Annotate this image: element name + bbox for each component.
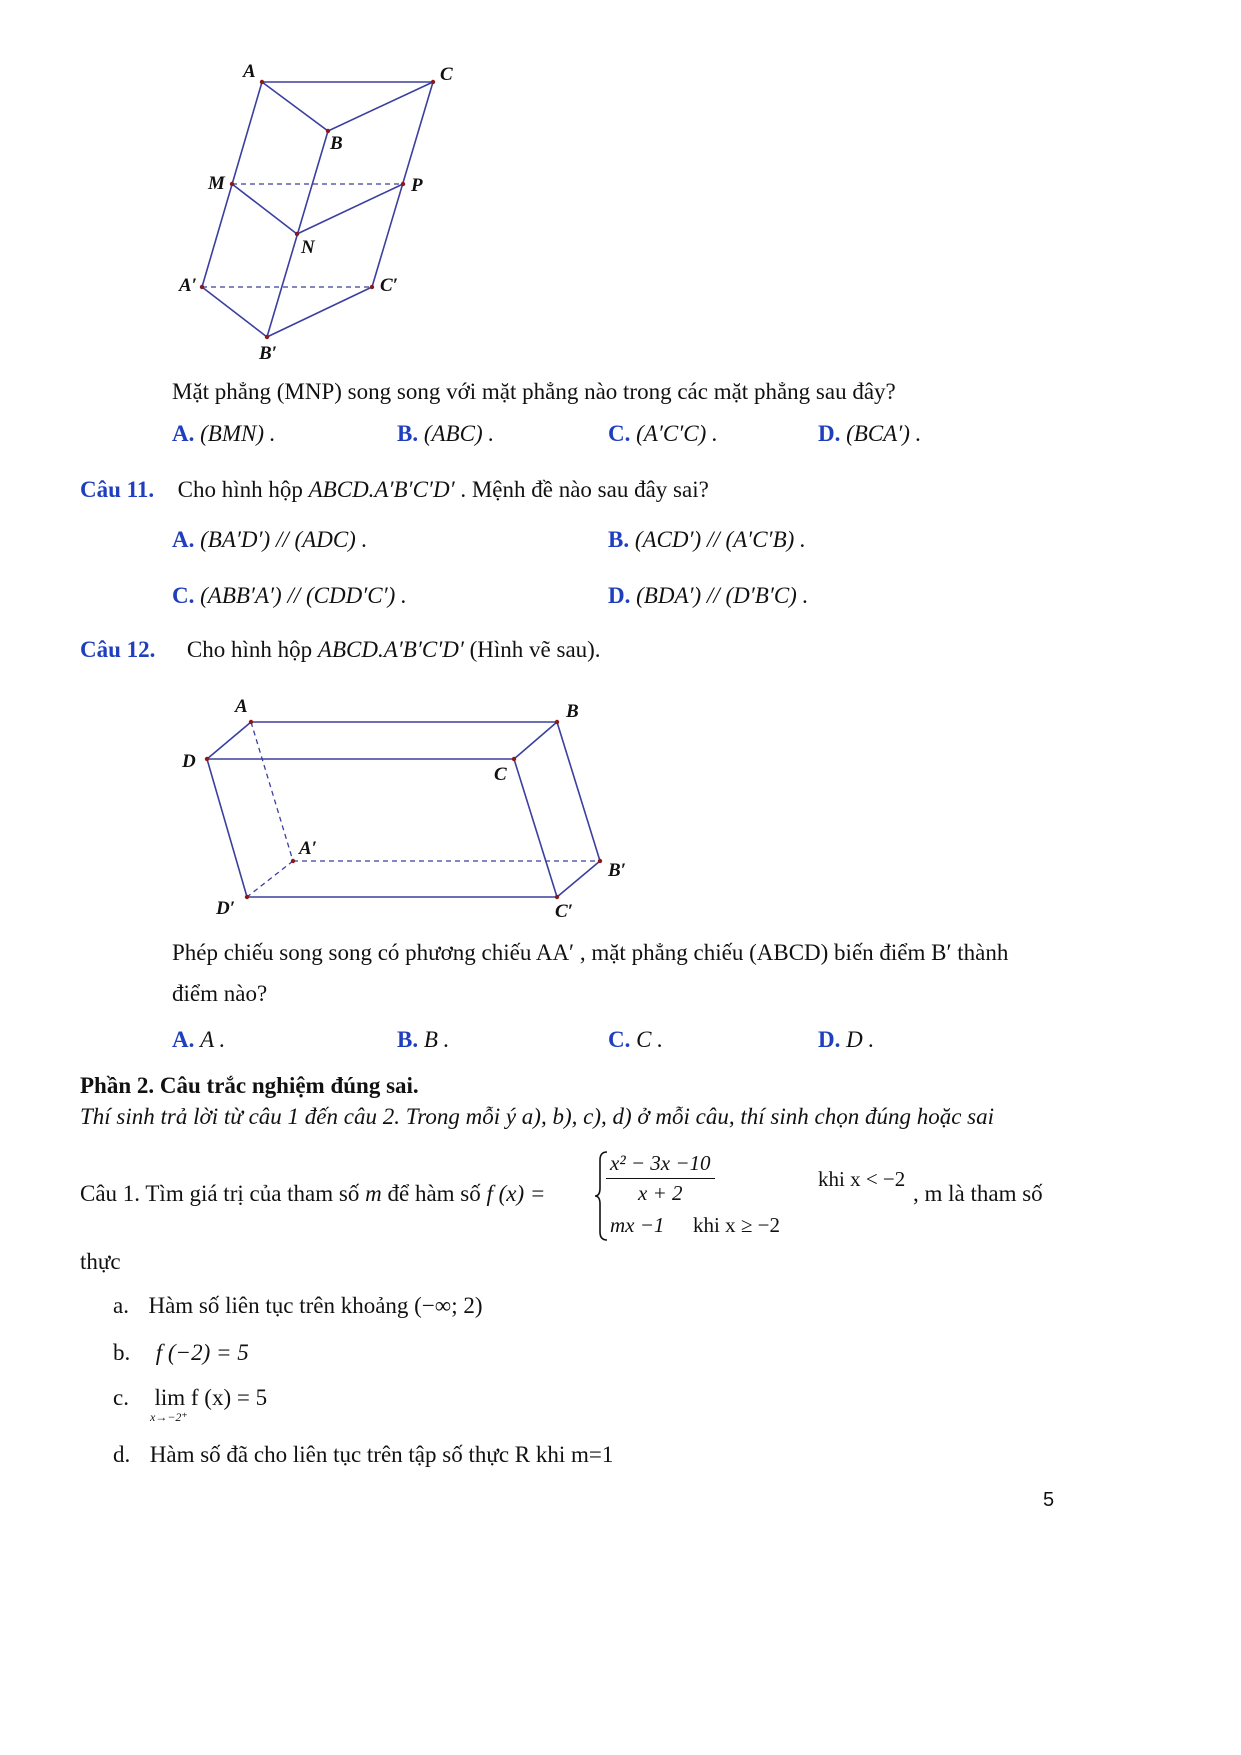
stem-pre: Cho hình hộp	[186, 637, 318, 662]
function-name: f (x) =	[486, 1181, 546, 1206]
limit-subscript: x→−2⁺	[150, 1410, 188, 1424]
option-text: (BMN) .	[200, 421, 276, 446]
p2q1-item-a[interactable]	[113, 1293, 483, 1319]
label-C: C	[440, 64, 453, 85]
q11-option-d[interactable]	[608, 583, 808, 609]
label-D-prime: D′	[216, 898, 236, 919]
label-N: N	[301, 237, 315, 258]
option-key: B.	[397, 1027, 419, 1052]
part2-instruction: Thí sinh trả lời từ câu 1 đến câu 2. Trong mỗi ý a), b), c), d) ở mỗi câu, thí sinh chọn đúng hoặc sai	[80, 1104, 995, 1129]
option-text: D .	[846, 1027, 875, 1052]
label-D: D	[182, 751, 196, 772]
option-text: (A′C′C) .	[636, 421, 718, 446]
option-text: (BDA′) // (D′B′C) .	[636, 583, 809, 608]
option-key: B.	[608, 527, 630, 552]
case1-fraction	[606, 1151, 715, 1206]
stem-pre: Cho hình hộp	[177, 477, 309, 502]
option-text: (ABB′A′) // (CDD′C′) .	[200, 583, 407, 608]
label-B: B	[566, 701, 579, 722]
stem-continuation: thực	[80, 1249, 121, 1274]
item-key: c.	[113, 1385, 129, 1410]
stem-math: ABCD.A′B′C′D′	[308, 477, 455, 502]
case1-numerator: x² − 3x −10	[606, 1151, 715, 1179]
stem-post: . Mệnh đề nào sau đây sai?	[460, 477, 709, 502]
option-key: A.	[172, 1027, 195, 1052]
part2-heading: Phần 2. Câu trắc nghiệm đúng sai.	[80, 1073, 419, 1098]
option-text: B .	[423, 1027, 450, 1052]
option-key: A.	[172, 527, 195, 552]
case2-condition: khi x ≥ −2	[693, 1213, 780, 1237]
option-key: D.	[818, 421, 841, 446]
option-key: C.	[172, 583, 195, 608]
q12-body-line1: Phép chiếu song song có phương chiếu AA′ , mặt phẳng chiếu (ABCD) biến điểm B′ thành	[172, 940, 1009, 965]
item-text: f (−2) = 5	[155, 1340, 249, 1365]
q12-option-b[interactable]	[397, 1027, 449, 1053]
option-key: D.	[608, 583, 631, 608]
option-key: A.	[172, 421, 195, 446]
option-text: (ABC) .	[423, 421, 495, 446]
label-C: C	[494, 764, 507, 785]
option-key: C.	[608, 421, 631, 446]
item-key: b.	[113, 1340, 131, 1365]
parallelepiped-figure	[170, 690, 640, 930]
item-text: Hàm số liên tục trên khoảng (−∞; 2)	[148, 1293, 483, 1318]
label-B: B	[330, 133, 343, 154]
stem-post: (Hình vẽ sau).	[469, 637, 601, 662]
p2q1-item-d[interactable]	[113, 1442, 613, 1468]
q10-stem: Mặt phẳng (MNP) song song với mặt phẳng nào trong các mặt phẳng sau đây?	[172, 379, 896, 404]
q11-option-b[interactable]	[608, 527, 806, 553]
option-text: (ACD′) // (A′C′B) .	[634, 527, 806, 552]
q11-stem	[80, 477, 709, 503]
page-number: 5	[1043, 1489, 1055, 1511]
stem-pre: Câu 1. Tìm giá trị của tham số	[80, 1181, 366, 1206]
label-C-prime: C′	[380, 275, 399, 296]
q10-option-d[interactable]	[818, 421, 921, 447]
q12-stem	[80, 637, 601, 663]
question-number: Câu 12.	[80, 637, 156, 662]
q12-option-c[interactable]	[608, 1027, 663, 1053]
option-key: C.	[608, 1027, 631, 1052]
q12-body-line2: điểm nào?	[172, 981, 268, 1006]
label-C-prime: C′	[555, 901, 574, 922]
p2q1-item-b[interactable]	[113, 1340, 249, 1366]
label-M: M	[208, 173, 225, 194]
option-key: D.	[818, 1027, 841, 1052]
q10-option-b[interactable]	[397, 421, 494, 447]
item-key: d.	[113, 1442, 131, 1467]
case2-expression: mx −1	[610, 1213, 665, 1237]
label-A: A	[243, 61, 256, 82]
label-A: A	[235, 696, 248, 717]
q10-option-c[interactable]	[608, 421, 718, 447]
label-P: P	[411, 175, 423, 196]
prism-figure	[170, 55, 500, 375]
q10-option-a[interactable]	[172, 421, 276, 447]
stem-mid: để hàm số	[387, 1181, 487, 1206]
stem-post: , m là tham số	[913, 1181, 1043, 1206]
case1-condition: khi x < −2	[818, 1167, 906, 1191]
label-A-prime: A′	[179, 275, 198, 296]
item-text: lim f (x) = 5	[154, 1385, 268, 1410]
question-number: Câu 11.	[80, 477, 155, 502]
label-B-prime: B′	[608, 860, 627, 881]
option-text: A .	[200, 1027, 226, 1052]
item-key: a.	[113, 1293, 129, 1318]
item-text: Hàm số đã cho liên tục trên tập số thực R khi m=1	[149, 1442, 614, 1467]
option-key: B.	[397, 421, 419, 446]
case1-denominator: x + 2	[638, 1181, 683, 1205]
option-text: (BCA′) .	[846, 421, 922, 446]
label-B-prime: B′	[259, 343, 278, 364]
p2q1-stem-left	[80, 1181, 545, 1207]
q12-option-a[interactable]	[172, 1027, 225, 1053]
p2q1-item-c[interactable]	[113, 1385, 267, 1411]
q12-option-d[interactable]	[818, 1027, 874, 1053]
label-A-prime: A′	[299, 838, 318, 859]
option-text: C .	[636, 1027, 663, 1052]
q11-option-a[interactable]	[172, 527, 367, 553]
stem-math: ABCD.A′B′C′D′	[317, 637, 464, 662]
q11-option-c[interactable]	[172, 583, 407, 609]
option-text: (BA′D′) // (ADC) .	[200, 527, 368, 552]
param: m	[365, 1181, 382, 1206]
